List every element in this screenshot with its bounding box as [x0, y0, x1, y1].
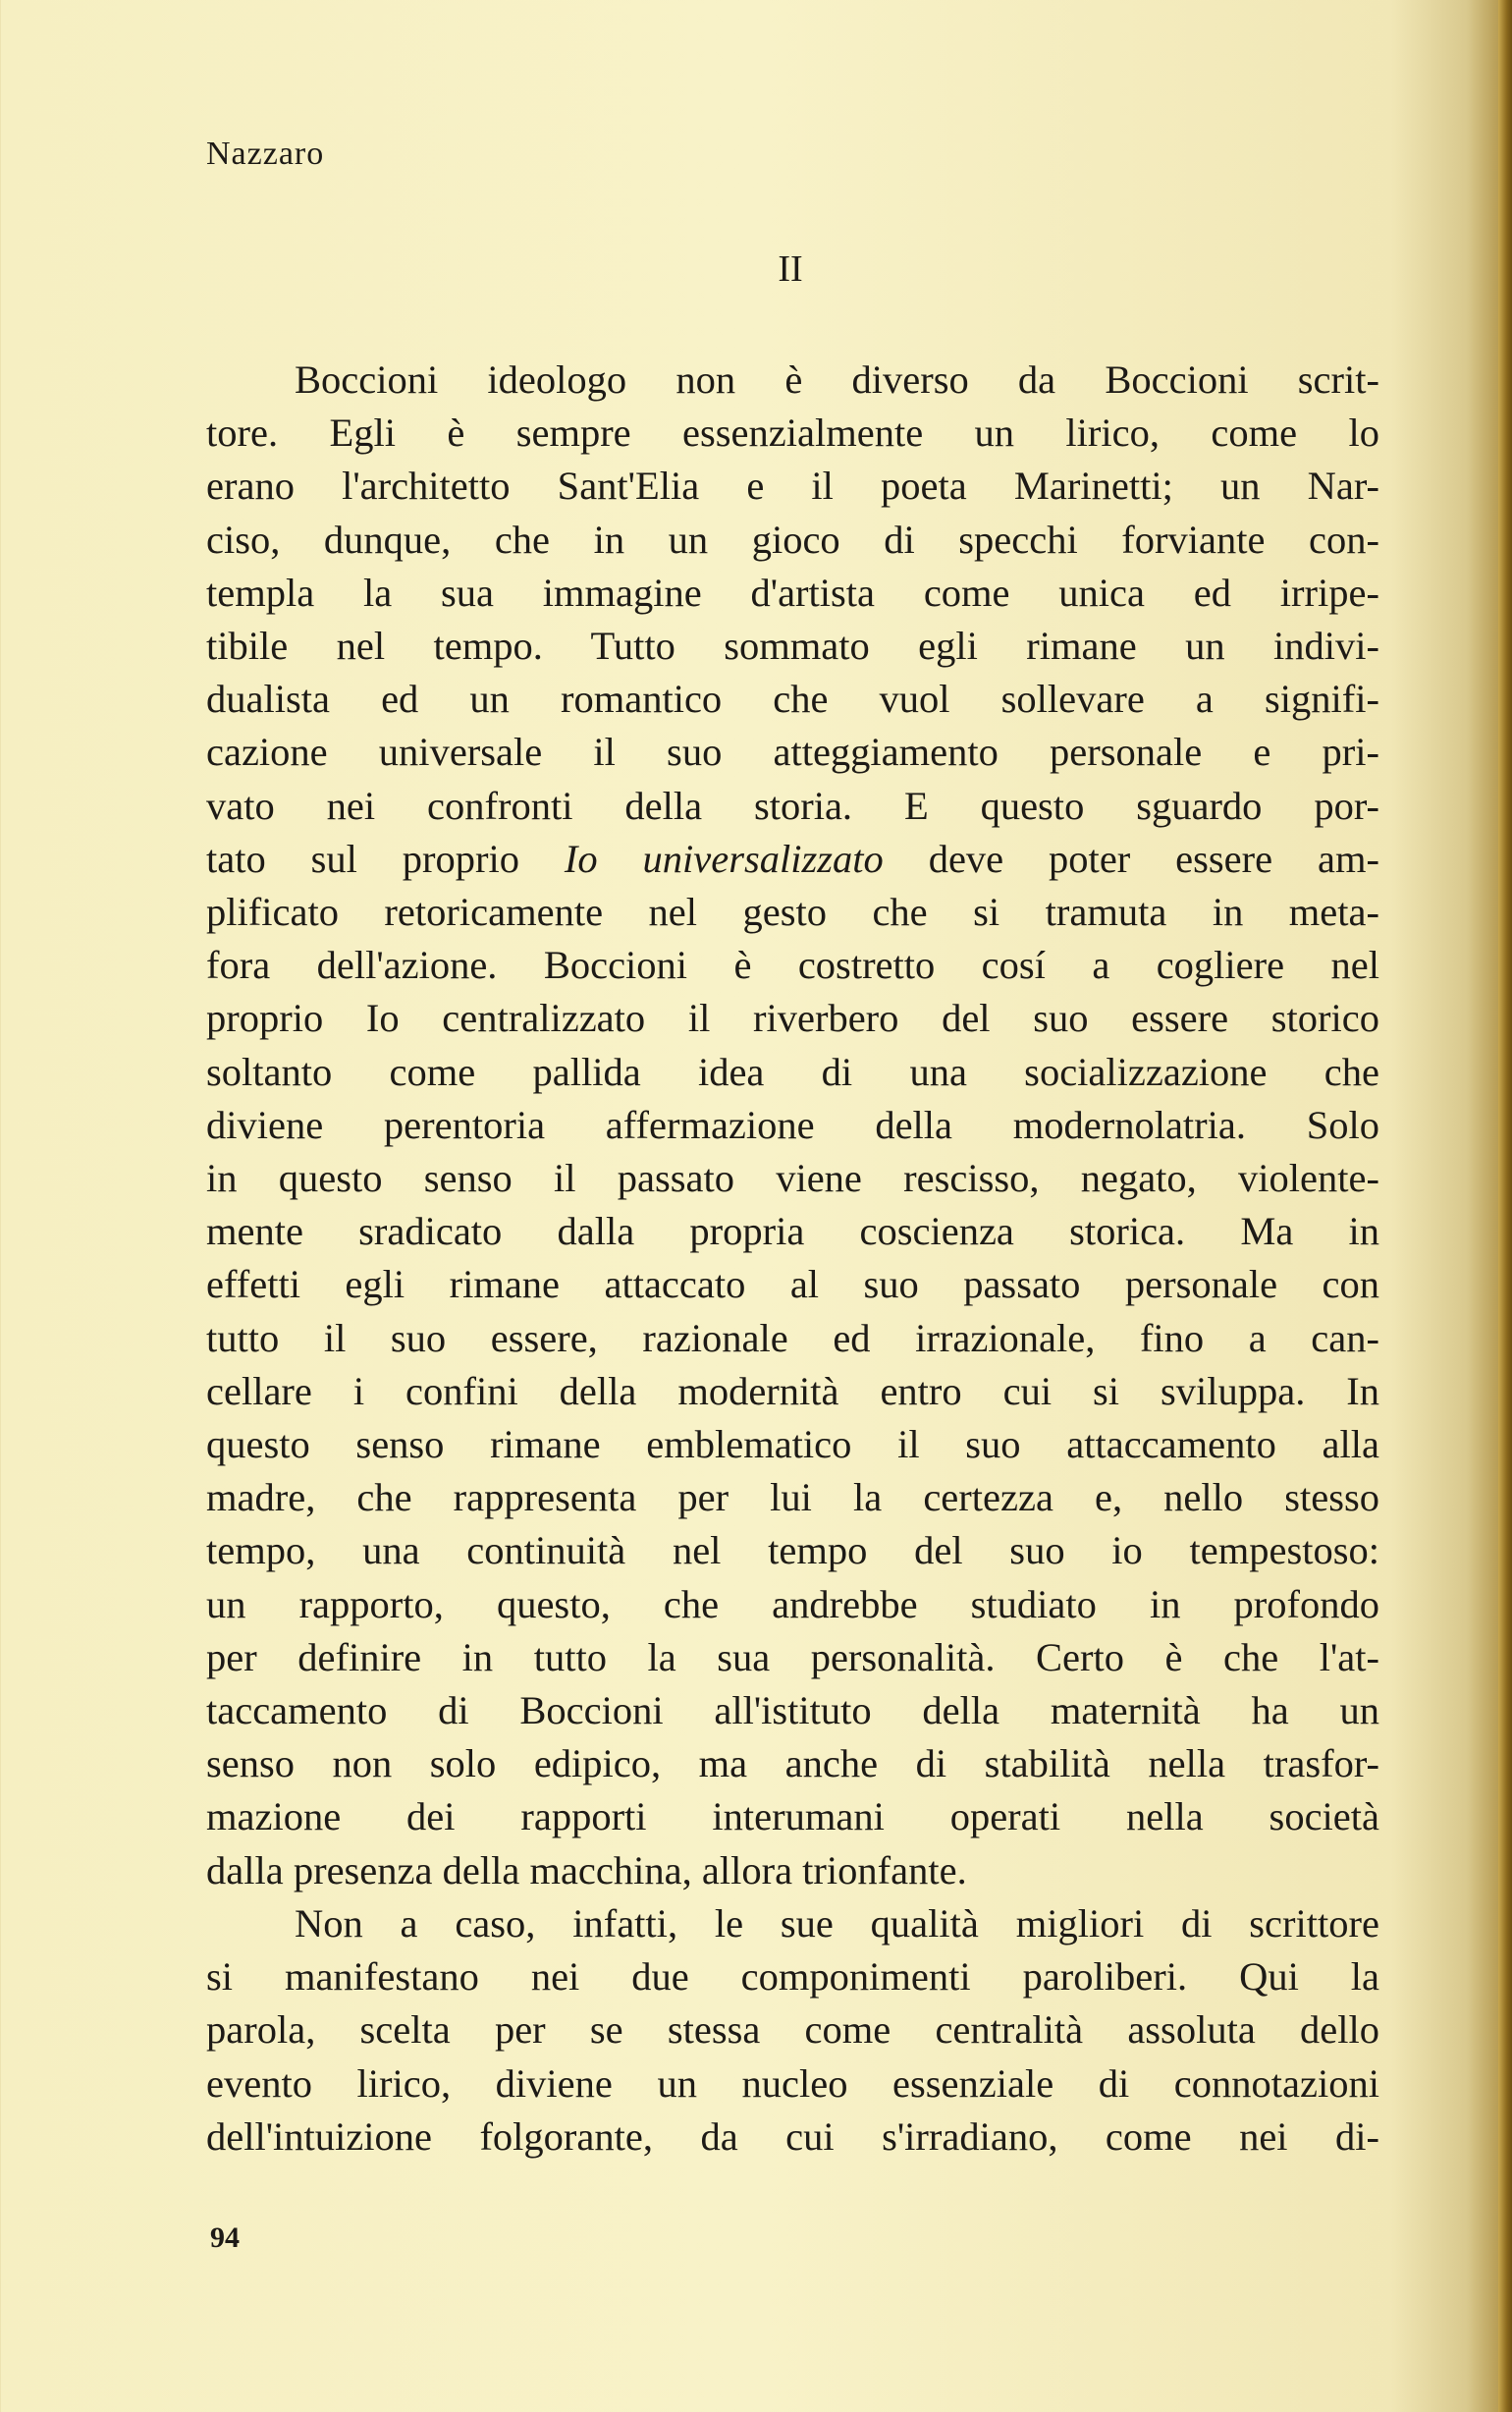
- text-line: fora dell'azione. Boccioni è costretto cosí a cogliere nel: [206, 943, 1379, 988]
- text-line: Non a caso, infatti, le sue qualità migliori di scrittore: [295, 1900, 1379, 1946]
- text-line: tore. Egli è sempre essenzialmente un lirico, come lo: [206, 411, 1379, 456]
- italic-phrase: Io universalizzato: [564, 836, 884, 881]
- text-line: dalla presenza della macchina, allora trionfante.: [206, 1847, 967, 1892]
- text-line: mente sradicato dalla propria coscienza storica. Ma in: [206, 1209, 1379, 1254]
- text-line: senso non solo edipico, ma anche di stabilità nella trasfor-: [206, 1741, 1379, 1786]
- text-line: cellare i confini della modernità entro cui si sviluppa. In: [206, 1368, 1379, 1413]
- section-number: II: [778, 248, 803, 290]
- text-line: templa la sua immagine d'artista come unica ed irripe-: [206, 570, 1379, 615]
- text-line: soltanto come pallida idea di una socializzazione che: [206, 1049, 1379, 1094]
- text-line: un rapporto, questo, che andrebbe studiato in profondo: [206, 1581, 1379, 1626]
- running-head: Nazzaro: [206, 136, 325, 172]
- text-line: proprio Io centralizzato il riverbero del suo essere storico: [206, 996, 1379, 1041]
- text-line: dell'intuizione folgorante, da cui s'irradiano, come nei di-: [206, 2113, 1379, 2159]
- page-number: 94: [210, 2221, 240, 2254]
- text-line: evento lirico, diviene un nucleo essenziale di connotazioni: [206, 2060, 1379, 2106]
- text-line: madre, che rappresenta per lui la certezza e, nello stesso: [206, 1475, 1379, 1520]
- text-line: dualista ed un romantico che vuol sollevare a signifi-: [206, 677, 1379, 722]
- text-line: cazione universale il suo atteggiamento personale e pri-: [206, 730, 1379, 775]
- text-line: Boccioni ideologo non è diverso da Boccioni scrit-: [295, 357, 1379, 402]
- text-line: plificato retoricamente nel gesto che si tramuta in meta-: [206, 890, 1379, 935]
- text-line: tutto il suo essere, razionale ed irrazionale, fino a can-: [206, 1315, 1379, 1360]
- text-line: diviene perentoria affermazione della modernolatria. Solo: [206, 1102, 1379, 1147]
- text-line: in questo senso il passato viene rescisso, negato, violente-: [206, 1156, 1379, 1201]
- text-line: effetti egli rimane attaccato al suo passato personale con: [206, 1262, 1379, 1307]
- text-line: vato nei confronti della storia. E questo sguardo por-: [206, 783, 1379, 828]
- text-line: parola, scelta per se stessa come centralità assoluta dello: [206, 2007, 1379, 2053]
- text-line: per definire in tutto la sua personalità. Certo è che l'at-: [206, 1634, 1379, 1679]
- body-text: [206, 354, 1379, 2164]
- text-line-with-italic: [206, 833, 1379, 886]
- text-line: mazione dei rapporti interumani operati nella società: [206, 1794, 1379, 1839]
- text-line: questo senso rimane emblematico il suo attaccamento alla: [206, 1422, 1379, 1467]
- text-line: tempo, una continuità nel tempo del suo io tempestoso:: [206, 1528, 1379, 1573]
- text-line-before: tato sul proprio: [206, 836, 565, 881]
- text-line: ciso, dunque, che in un gioco di specchi forviante con-: [206, 517, 1379, 562]
- text-line: erano l'architetto Sant'Elia e il poeta Marinetti; un Nar-: [206, 464, 1379, 509]
- text-line: taccamento di Boccioni all'istituto della maternità ha un: [206, 1688, 1379, 1733]
- text-line: tibile nel tempo. Tutto sommato egli rimane un indivi-: [206, 624, 1379, 669]
- text-line-after: deve poter essere am-: [883, 836, 1379, 881]
- text-line: si manifestano nei due componimenti paroliberi. Qui la: [206, 1954, 1379, 2000]
- page-edge: [1498, 0, 1512, 2412]
